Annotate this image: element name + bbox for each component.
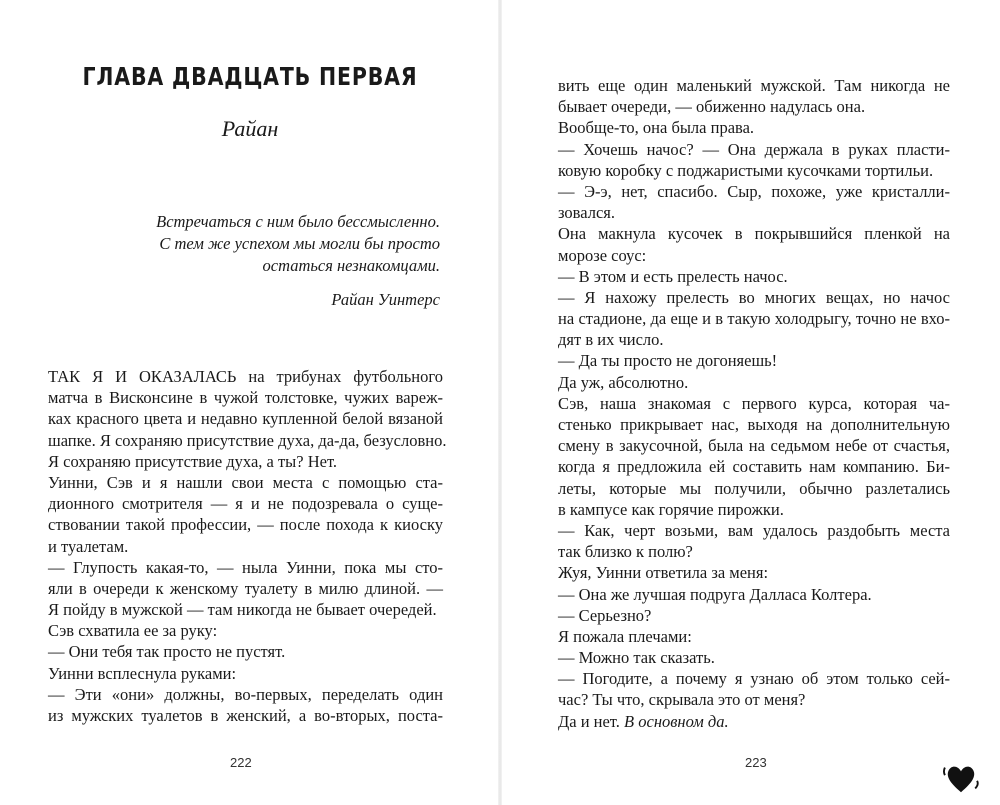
text-line: — Она же лучшая подруга Далласа Колтера.: [558, 584, 872, 604]
text-line: Она макнула кусочек в покрывшийся пленкой на: [558, 224, 950, 244]
text-line: Да уж, абсолютно.: [558, 372, 689, 392]
right-body-text: [558, 75, 950, 732]
right-page: [500, 0, 1000, 805]
text-line: на стадионе, да еще и в такую холодрыгу, точно не вхо-: [558, 309, 950, 329]
left-body-text: [48, 366, 447, 726]
text-line: час? Ты что, скрывала это от меня?: [558, 690, 806, 710]
text-line: шапке. Я сохраняю присутствие духа, да-да, безусловно.: [48, 430, 447, 450]
text-line: Я пойду в мужской — там никогда не бывает очередей.: [48, 600, 437, 620]
epigraph-line: остаться незнакомцами.: [262, 256, 440, 275]
text-line: — В этом и есть прелесть начос.: [558, 266, 788, 286]
text-line: — Э-э, нет, спасибо. Сыр, похоже, уже кристалли-: [558, 181, 950, 201]
text-line: Я сохраняю присутствие духа, а ты? Нет.: [48, 451, 338, 471]
chapter-subtitle: Райан: [221, 116, 279, 141]
text-line: смену в закусочной, была на седьмом небе от счастья,: [558, 436, 950, 456]
text-line: дионного смотрителя — я и не подозревала о суще-: [48, 494, 443, 514]
text-line: — Они тебя так просто не пустят.: [48, 642, 286, 662]
text-line: Жуя, Уинни ответила за меня:: [558, 563, 769, 583]
text-line: — Можно так сказать.: [558, 648, 715, 668]
text-line: Уинни, Сэв и я нашли свои места с помощью ста-: [48, 472, 443, 492]
text-line: стенько прикрывает нас, выходя на дополнительную: [558, 415, 950, 434]
text-line: ТАК Я И ОКАЗАЛАСЬ на трибунах футбольного: [48, 367, 443, 386]
text-line: матча в Висконсине в чужой толстовке, чужих вареж-: [48, 388, 443, 408]
text-line: леты, которые мы получили, обычно разлетались: [558, 478, 950, 498]
chapter-title: ГЛАВА ДВАДЦАТЬ ПЕРВАЯ: [82, 62, 418, 91]
text-line: ствовании такой профессии, — после похода к киоску: [48, 515, 443, 535]
text-line: из мужских туалетов в женский, а во-вторых, поста-: [48, 706, 443, 725]
text-line: — Глупость какая-то, — ныла Уинни, пока мы сто-: [48, 557, 443, 577]
text-line: в кампусе как горячие пирожки.: [558, 499, 784, 519]
epigraph-line: С тем же успехом мы могли бы просто: [159, 234, 440, 253]
text-line: зовался.: [558, 203, 615, 223]
page-number-right: 223: [745, 755, 767, 770]
text-line: ковую коробку с поджаристыми кусочками тортильи.: [558, 160, 934, 180]
text-line: дят в их число.: [558, 330, 664, 350]
text-line: Да и нет. В основном да.: [558, 711, 729, 731]
text-line: — Погодите, а почему я узнаю об этом только сей-: [558, 669, 950, 689]
text-line: — Я нахожу прелесть во многих вещах, но начос: [558, 287, 950, 307]
text-line: и туалетам.: [48, 536, 129, 556]
text-line: Вообще-то, она была права.: [558, 118, 755, 138]
text-line: — Эти «они» должны, во-первых, переделать один: [48, 684, 443, 704]
text-line: — Да ты просто не догоняешь!: [558, 351, 778, 371]
heart-logo-icon: [942, 760, 980, 796]
text-line: вить еще один маленький мужской. Там никогда не: [558, 76, 950, 95]
italic-phrase: В основном да.: [624, 711, 729, 731]
text-line: — Серьезно?: [558, 605, 652, 625]
text-line: так близко к полю?: [558, 542, 693, 562]
page-number-left: 222: [230, 755, 252, 770]
text-line: когда я предложила ей составить нам компанию. Би-: [558, 457, 950, 477]
text-line: бывает очереди, — обиженно надулась она.: [558, 97, 866, 117]
text-line: ках красного цвета и недавно купленной белой вязаной: [48, 409, 443, 429]
text-line: Я пожала плечами:: [558, 626, 692, 646]
text-line: Уинни всплеснула руками:: [48, 663, 237, 683]
epigraph-author: Райан Уинтерс: [331, 290, 440, 309]
epigraph-line: Встречаться с ним было бессмысленно.: [156, 212, 440, 231]
text-line: Сэв схватила ее за руку:: [48, 621, 218, 641]
epigraph: [120, 211, 440, 311]
text-line: Сэв, наша знакомая с первого курса, которая ча-: [558, 393, 950, 413]
text-line: — Хочешь начос? — Она держала в руках пласти-: [558, 139, 950, 159]
text-line: яли в очереди к женскому туалету в милю длиной. —: [48, 578, 443, 598]
text-line: — Как, черт возьми, вам удалось раздобыть места: [558, 520, 950, 540]
text-line: морозе соус:: [558, 245, 647, 265]
